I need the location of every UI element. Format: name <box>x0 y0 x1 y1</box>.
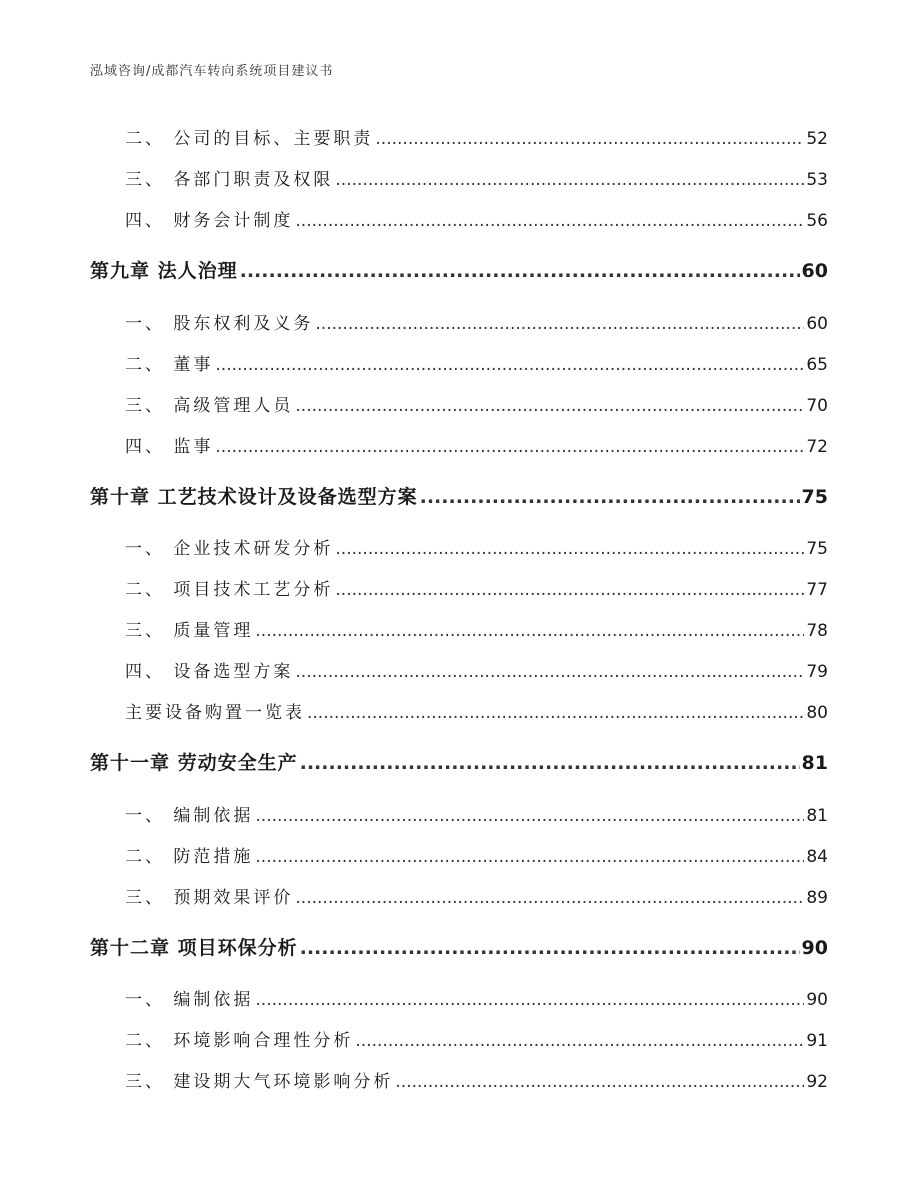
toc-entry-label: 二、 公司的目标、主要职责 <box>125 129 374 149</box>
toc-entry[interactable] <box>125 801 828 826</box>
toc-entry[interactable] <box>125 1026 828 1051</box>
toc-entry-label: 一、 企业技术研发分析 <box>125 539 334 559</box>
toc-entry-label: 二、 环境影响合理性分析 <box>125 1031 354 1051</box>
toc-entry-label: 三、 高级管理人员 <box>125 396 294 416</box>
toc-leader-dots <box>420 486 800 508</box>
toc-leader-dots <box>255 806 804 826</box>
toc-entry-page: 65 <box>806 355 828 375</box>
toc-entry-label: 三、 建设期大气环境影响分析 <box>125 1072 394 1092</box>
toc-entry-label: 四、 财务会计制度 <box>125 211 294 231</box>
toc-entry[interactable] <box>125 350 828 375</box>
toc-entry-label: 二、 董事 <box>125 355 214 375</box>
toc-entry-page: 77 <box>806 580 828 600</box>
toc-entry-label: 四、 设备选型方案 <box>125 662 294 682</box>
toc-leader-dots <box>255 847 804 867</box>
toc-leader-dots <box>307 703 804 723</box>
toc-entry-label: 四、 监事 <box>125 437 214 457</box>
document-header: 泓域咨询/成都汽车转向系统项目建议书 <box>90 64 334 79</box>
toc-leader-dots <box>375 129 804 149</box>
toc-entry-page: 75 <box>806 539 828 559</box>
toc-entry[interactable] <box>125 883 828 908</box>
toc-entry-page: 53 <box>806 170 828 190</box>
toc-entry[interactable] <box>125 165 828 190</box>
toc-entry[interactable] <box>125 206 828 231</box>
toc-chapter-page: 75 <box>801 486 828 508</box>
toc-entry[interactable] <box>125 842 828 867</box>
toc-entry-label: 一、 股东权利及义务 <box>125 314 314 334</box>
toc-entry[interactable] <box>125 309 828 334</box>
toc-leader-dots <box>240 260 800 282</box>
toc-chapter-label: 第十章 工艺技术设计及设备选型方案 <box>90 486 418 508</box>
toc-entry-page: 78 <box>806 621 828 641</box>
toc-entry-page: 91 <box>806 1031 828 1051</box>
toc-entry-label: 一、 编制依据 <box>125 990 254 1010</box>
toc-entry-page: 60 <box>806 314 828 334</box>
toc-entry-page: 89 <box>806 888 828 908</box>
toc-leader-dots <box>295 211 804 231</box>
toc-entry-page: 92 <box>806 1072 828 1092</box>
toc-entry-label: 二、 防范措施 <box>125 847 254 867</box>
toc-chapter-entry[interactable] <box>90 482 828 509</box>
toc-leader-dots <box>335 539 804 559</box>
toc-chapter-label: 第九章 法人治理 <box>90 260 238 282</box>
toc-entry[interactable] <box>125 534 828 559</box>
toc-leader-dots <box>215 355 804 375</box>
toc-leader-dots <box>315 314 804 334</box>
toc-entry-label: 一、 编制依据 <box>125 806 254 826</box>
toc-leader-dots <box>335 580 804 600</box>
toc-leader-dots <box>295 888 804 908</box>
toc-entry[interactable] <box>125 124 828 149</box>
toc-entry-page: 90 <box>806 990 828 1010</box>
toc-chapter-entry[interactable] <box>90 933 828 960</box>
toc-chapter-page: 60 <box>801 260 828 282</box>
toc-entry[interactable] <box>125 575 828 600</box>
toc-entry-page: 79 <box>806 662 828 682</box>
toc-entry-label: 三、 预期效果评价 <box>125 888 294 908</box>
toc-leader-dots <box>300 937 800 959</box>
toc-chapter-page: 81 <box>801 752 828 774</box>
toc-chapter-label: 第十一章 劳动安全生产 <box>90 752 298 774</box>
toc-entry-page: 52 <box>806 129 828 149</box>
toc-leader-dots <box>215 437 804 457</box>
toc-leader-dots <box>395 1072 804 1092</box>
toc-entry[interactable] <box>125 1067 828 1092</box>
toc-entry-page: 80 <box>806 703 828 723</box>
toc-entry-page: 84 <box>806 847 828 867</box>
toc-leader-dots <box>295 396 804 416</box>
toc-entry-page: 72 <box>806 437 828 457</box>
toc-leader-dots <box>300 752 800 774</box>
toc-chapter-entry[interactable] <box>90 256 828 283</box>
toc-entry[interactable] <box>125 432 828 457</box>
toc-chapter-label: 第十二章 项目环保分析 <box>90 937 298 959</box>
toc-entry[interactable] <box>125 657 828 682</box>
toc-leader-dots <box>295 662 804 682</box>
toc-entry-label: 三、 质量管理 <box>125 621 254 641</box>
toc-entry-label: 二、 项目技术工艺分析 <box>125 580 334 600</box>
toc-chapter-page: 90 <box>801 937 828 959</box>
toc-entry-label: 主要设备购置一览表 <box>125 703 305 723</box>
toc-entry[interactable] <box>125 391 828 416</box>
toc-leader-dots <box>355 1031 804 1051</box>
toc-entry-page: 70 <box>806 396 828 416</box>
toc-entry[interactable] <box>125 985 828 1010</box>
toc-entry-page: 56 <box>806 211 828 231</box>
toc-leader-dots <box>255 621 804 641</box>
toc-entry[interactable] <box>125 698 828 723</box>
toc-entry-label: 三、 各部门职责及权限 <box>125 170 334 190</box>
toc-entry-page: 81 <box>806 806 828 826</box>
toc-leader-dots <box>335 170 804 190</box>
toc-entry[interactable] <box>125 616 828 641</box>
toc-chapter-entry[interactable] <box>90 748 828 775</box>
toc-leader-dots <box>255 990 804 1010</box>
